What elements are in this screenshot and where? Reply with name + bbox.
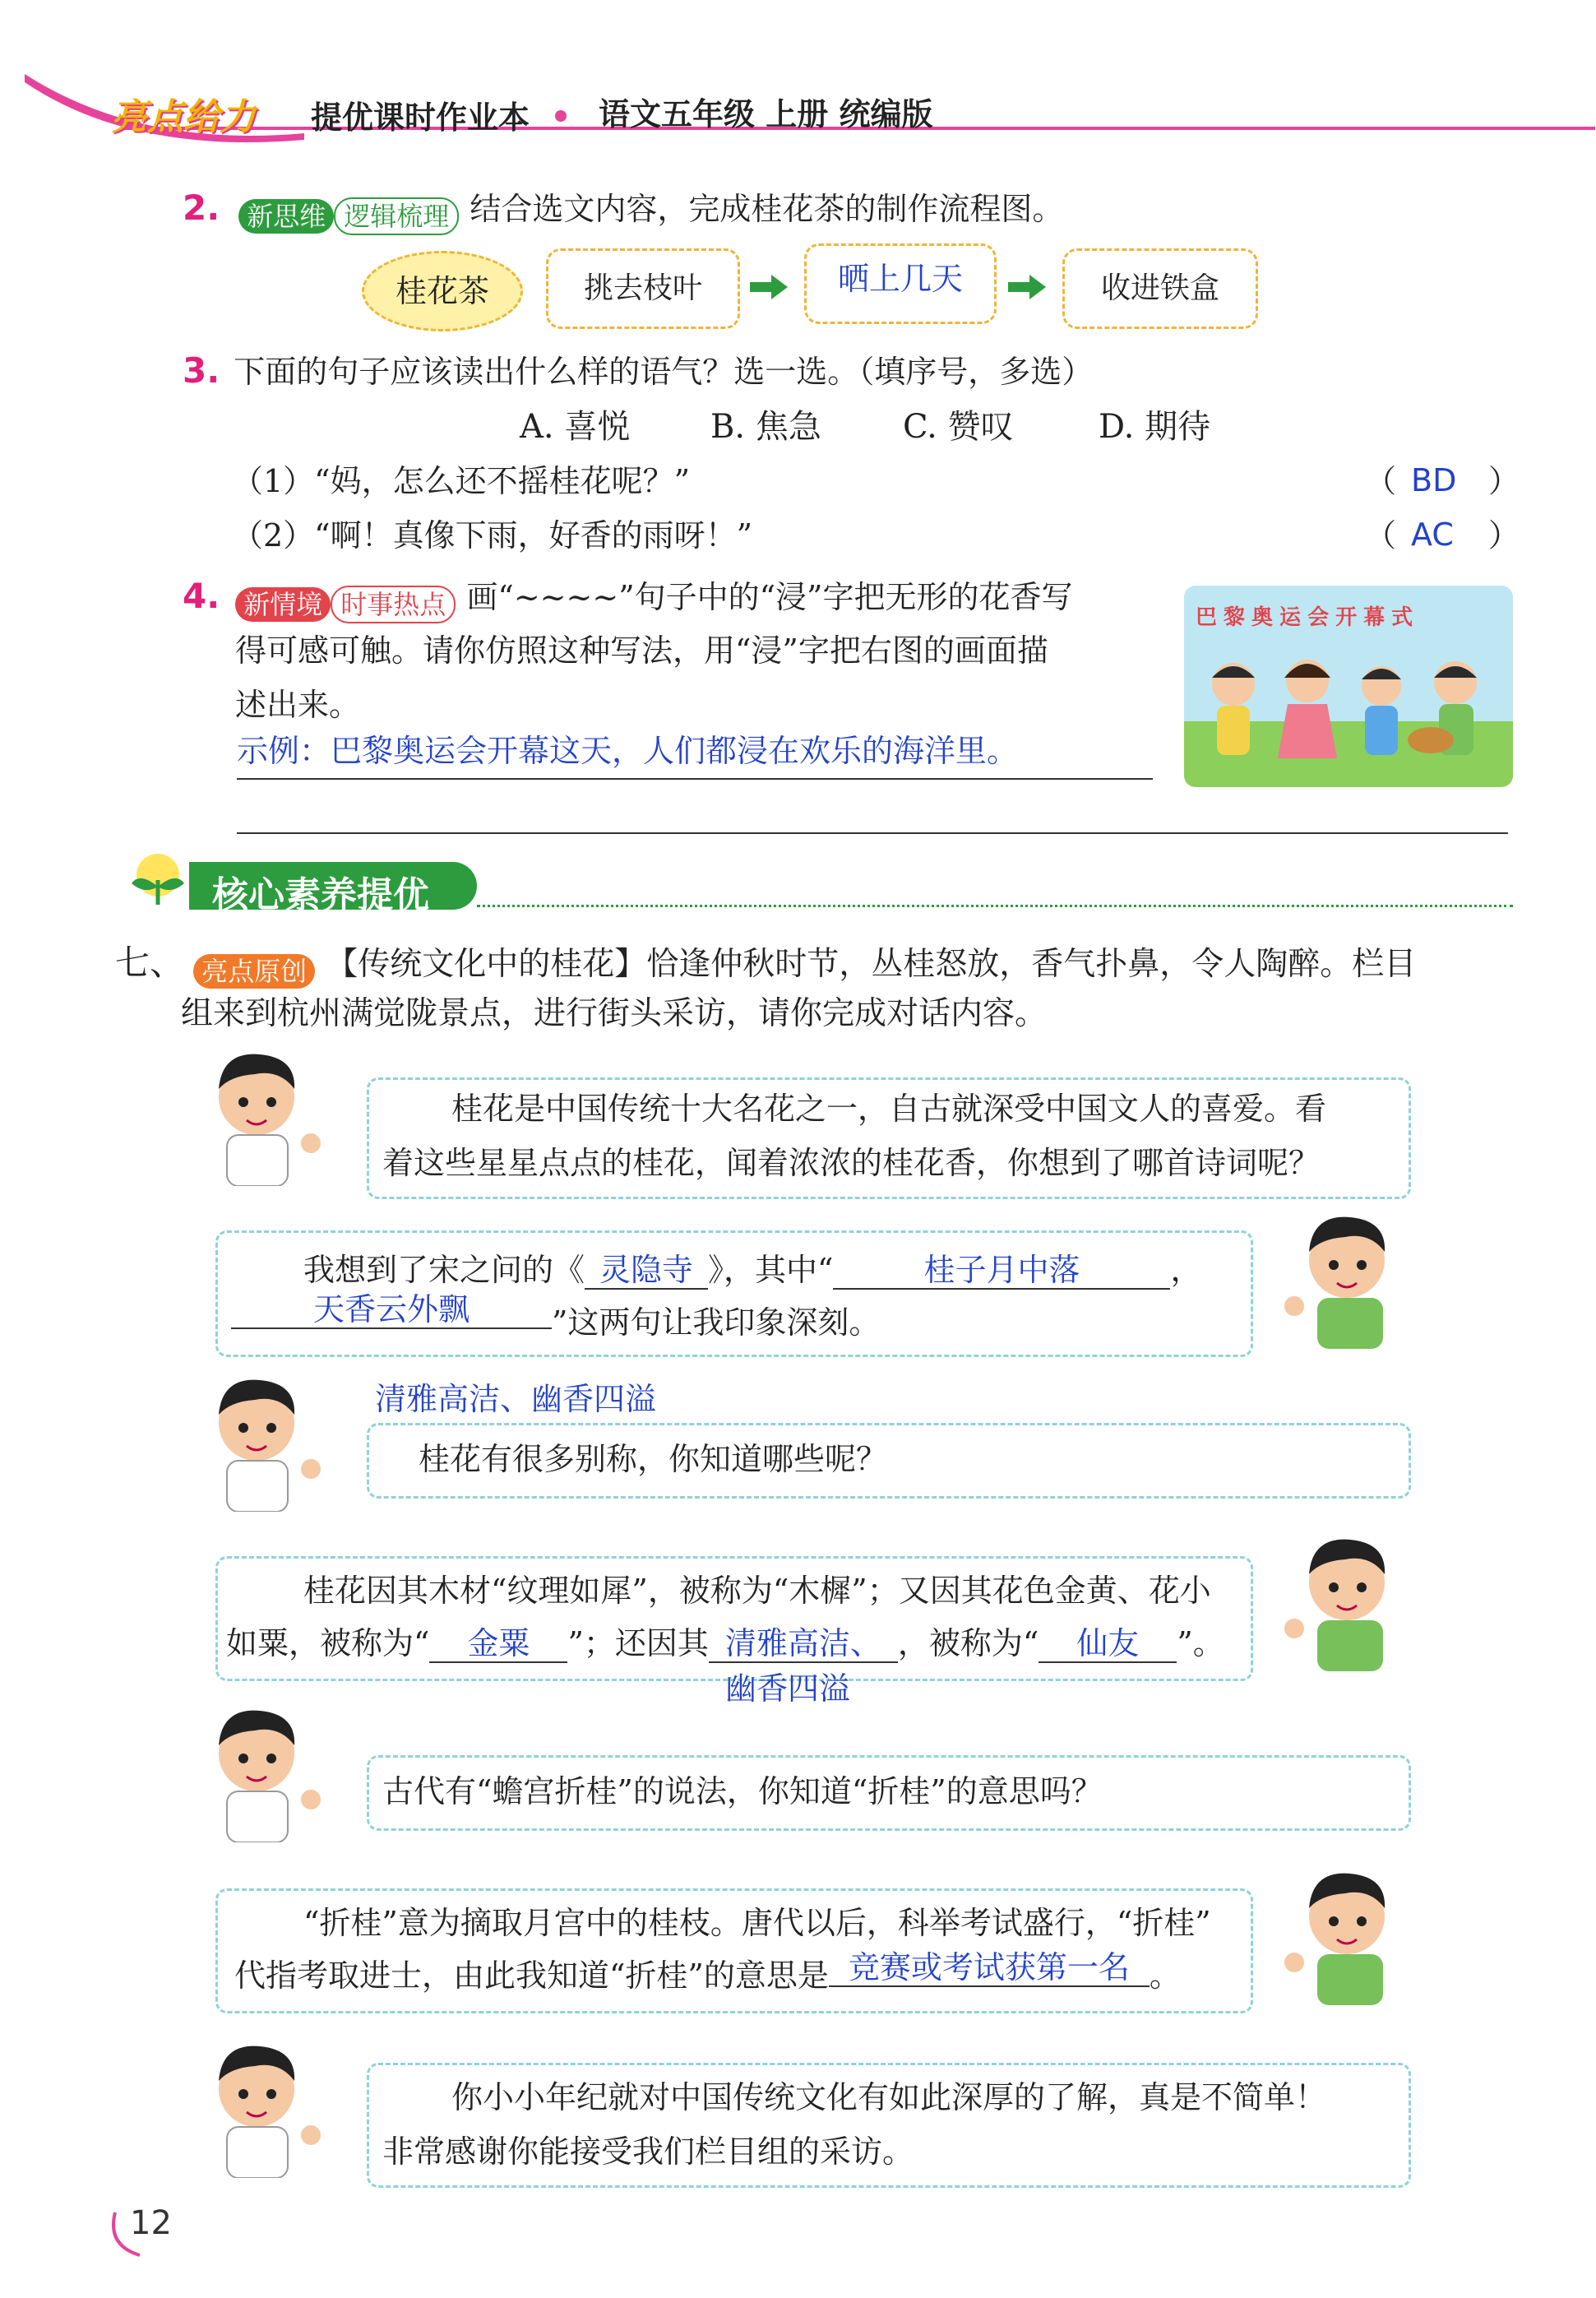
answer-line <box>237 778 1153 780</box>
bubble-line <box>303 1243 1201 1297</box>
text: 。 <box>1149 1957 1181 1994</box>
bubble-line <box>234 1948 1181 2003</box>
handwritten-note: 清雅高洁、幽香四溢 <box>375 1381 657 1417</box>
question-line-2: 得可感可触。请你仿照这种写法，用“浸”字把右图的画面描 <box>235 632 1048 669</box>
speech-bubble-6 <box>215 1888 1253 2013</box>
paren-close: ） <box>1488 517 1520 554</box>
text: ”这两句让我印象深刻。 <box>552 1304 881 1341</box>
question-7 <box>115 936 1416 989</box>
option-d: D. 期待 <box>1099 408 1211 446</box>
question-number: 2. <box>183 188 220 228</box>
tag-current-events: 时事热点 <box>331 586 456 623</box>
banner-char: 会 <box>1307 605 1336 630</box>
question-line-1: 【传统文化中的桂花】恰逢仲秋时节，丛桂怒放，香气扑鼻，令人陶醉。栏目 <box>326 946 1417 983</box>
banner-char: 黎 <box>1224 605 1252 630</box>
option-b: B. 焦急 <box>710 408 821 446</box>
page-number: 12 <box>130 2204 172 2242</box>
paren-open: （ <box>1365 517 1397 554</box>
question-4 <box>183 576 1072 623</box>
text: ”；还因其 <box>567 1625 709 1661</box>
tag-new-thinking: 新思维 <box>238 199 334 234</box>
banner-char: 巴 <box>1196 605 1224 630</box>
banner-char: 运 <box>1279 605 1308 630</box>
bubble-line: 非常感谢你能接受我们栏目组的采访。 <box>382 2134 914 2170</box>
bubble-line: “折桂”意为摘取月宫中的桂枝。唐代以后，科举考试盛行，“折桂” <box>303 1905 1211 1941</box>
text: 》，其中“ <box>708 1252 834 1288</box>
flow-start: 桂花茶 <box>362 251 523 331</box>
text: ，被称为“ <box>897 1625 1039 1661</box>
answer-qualities-continued: 幽香四溢 <box>725 1670 851 1707</box>
interviewer-avatar <box>206 1372 329 1512</box>
bubble-line: 桂花有很多别称，你知道哪些呢？ <box>419 1441 888 1477</box>
bubble-line <box>231 1291 881 1350</box>
banner-char: 幕 <box>1363 605 1392 630</box>
option-c: C. 赞叹 <box>903 408 1014 446</box>
bubble-line: 桂花因其木材“纹理如犀”，被称为“木樨”；又因其花色金黄、花小 <box>303 1573 1211 1609</box>
bubble-line: 桂花是中国传统十大名花之一，自古就深受中国文人的喜爱。看 <box>451 1091 1327 1127</box>
text: 我想到了宋之问的《 <box>303 1252 585 1288</box>
section-title: 核心素养提优 <box>212 874 429 916</box>
student-avatar <box>1276 1865 1399 2005</box>
tag-new-context: 新情境 <box>235 587 331 622</box>
answer-line-2: 天香云外飘 <box>312 1291 470 1327</box>
bubble-line: 着这些星星点点的桂花，闻着浓浓的桂花香，你想到了哪首诗词呢？ <box>382 1145 1321 1181</box>
flow-step-1: 挑去枝叶 <box>546 248 740 329</box>
section-divider <box>477 905 1513 907</box>
answer-qualities: 清雅高洁、 <box>724 1625 881 1661</box>
interviewer-avatar <box>206 1046 329 1186</box>
tag-logic: 逻辑梳理 <box>334 197 459 235</box>
answer-zhegui: 竞赛或考试获第一名 <box>848 1949 1130 1985</box>
grade-label: 语文五年级 上册 统编版 <box>599 96 933 132</box>
interviewer-avatar <box>206 1703 329 1842</box>
sprout-icon <box>123 847 197 913</box>
option-a: A. 喜悦 <box>520 408 631 446</box>
text: ”。 <box>1177 1625 1224 1661</box>
olympics-illustration <box>1184 586 1513 787</box>
answer-example: 示例：巴黎奥运会开幕这天，人们都浸在欢乐的海洋里。 <box>237 733 1019 769</box>
speech-bubble-7 <box>367 2063 1411 2188</box>
answer-jinsu: 金粟 <box>467 1625 530 1661</box>
answer-2: AC <box>1411 517 1454 553</box>
brand-logo: 亮点给力 <box>111 96 256 138</box>
question-prompt: 下面的句子应该读出什么样的语气？选一选。（填序号，多选） <box>234 354 1094 390</box>
bubble-line: 古代有“蟾宫折桂”的说法，你知道“折桂”的意思吗？ <box>382 1773 1103 1809</box>
question-3 <box>183 350 1093 392</box>
text: 如粟，被称为“ <box>226 1625 430 1661</box>
tag-original: 亮点原创 <box>193 954 315 989</box>
flow-arrow-icon <box>1008 275 1046 299</box>
answer-line-1: 桂子月中落 <box>923 1252 1080 1288</box>
bubble-line: 你小小年纪就对中国传统文化有如此深厚的了解，真是不简单！ <box>451 2079 1327 2115</box>
answer-line <box>237 832 1508 834</box>
paren-close: ） <box>1488 463 1520 499</box>
answer-poem: 灵隐寺 <box>599 1252 694 1288</box>
student-avatar <box>1276 1531 1399 1671</box>
interviewer-avatar <box>206 2038 329 2178</box>
question-line-2: 组来到杭州满觉陇景点，进行街头采访，请你完成对话内容。 <box>181 995 1048 1032</box>
speech-bubble-5 <box>367 1755 1411 1831</box>
question-number: 3. <box>183 350 220 391</box>
speech-bubble-3 <box>367 1423 1411 1499</box>
answer-1: BD <box>1411 462 1457 498</box>
student-avatar <box>1276 1209 1399 1349</box>
text: ， <box>1170 1252 1202 1288</box>
flow-step-3: 收进铁盒 <box>1062 248 1258 329</box>
paren-open: （ <box>1365 463 1397 499</box>
question-line-3: 述出来。 <box>235 687 361 723</box>
banner-text <box>1196 600 1508 631</box>
series-title: 提优课时作业本 <box>311 100 530 136</box>
banner-char: 奥 <box>1251 605 1280 630</box>
speech-bubble-2 <box>215 1230 1253 1357</box>
banner-char: 开 <box>1335 605 1364 630</box>
answer-xianyou: 仙友 <box>1076 1625 1140 1661</box>
question-number: 七、 <box>115 943 185 983</box>
question-number: 4. <box>183 576 220 616</box>
sentence-2: （2）“啊！真像下雨，好香的雨呀！” <box>232 517 753 554</box>
question-2 <box>183 188 1063 235</box>
children-icon <box>1184 643 1513 787</box>
flow-arrow-icon <box>750 275 788 299</box>
question-prompt: 结合选文内容，完成桂花茶的制作流程图。 <box>470 191 1064 227</box>
banner-char: 式 <box>1391 605 1420 630</box>
text: 代指考取进士，由此我知道“折桂”的意思是 <box>234 1957 829 1994</box>
question-line-1: 画“~~~~”句子中的“浸”字把无形的花香写 <box>466 579 1073 615</box>
header-dot <box>555 110 567 122</box>
sentence-1: （1）“妈，怎么还不摇桂花呢？” <box>232 463 691 499</box>
flow-step-2-answer: 晒上几天 <box>804 243 997 324</box>
speech-bubble-1 <box>367 1077 1411 1199</box>
